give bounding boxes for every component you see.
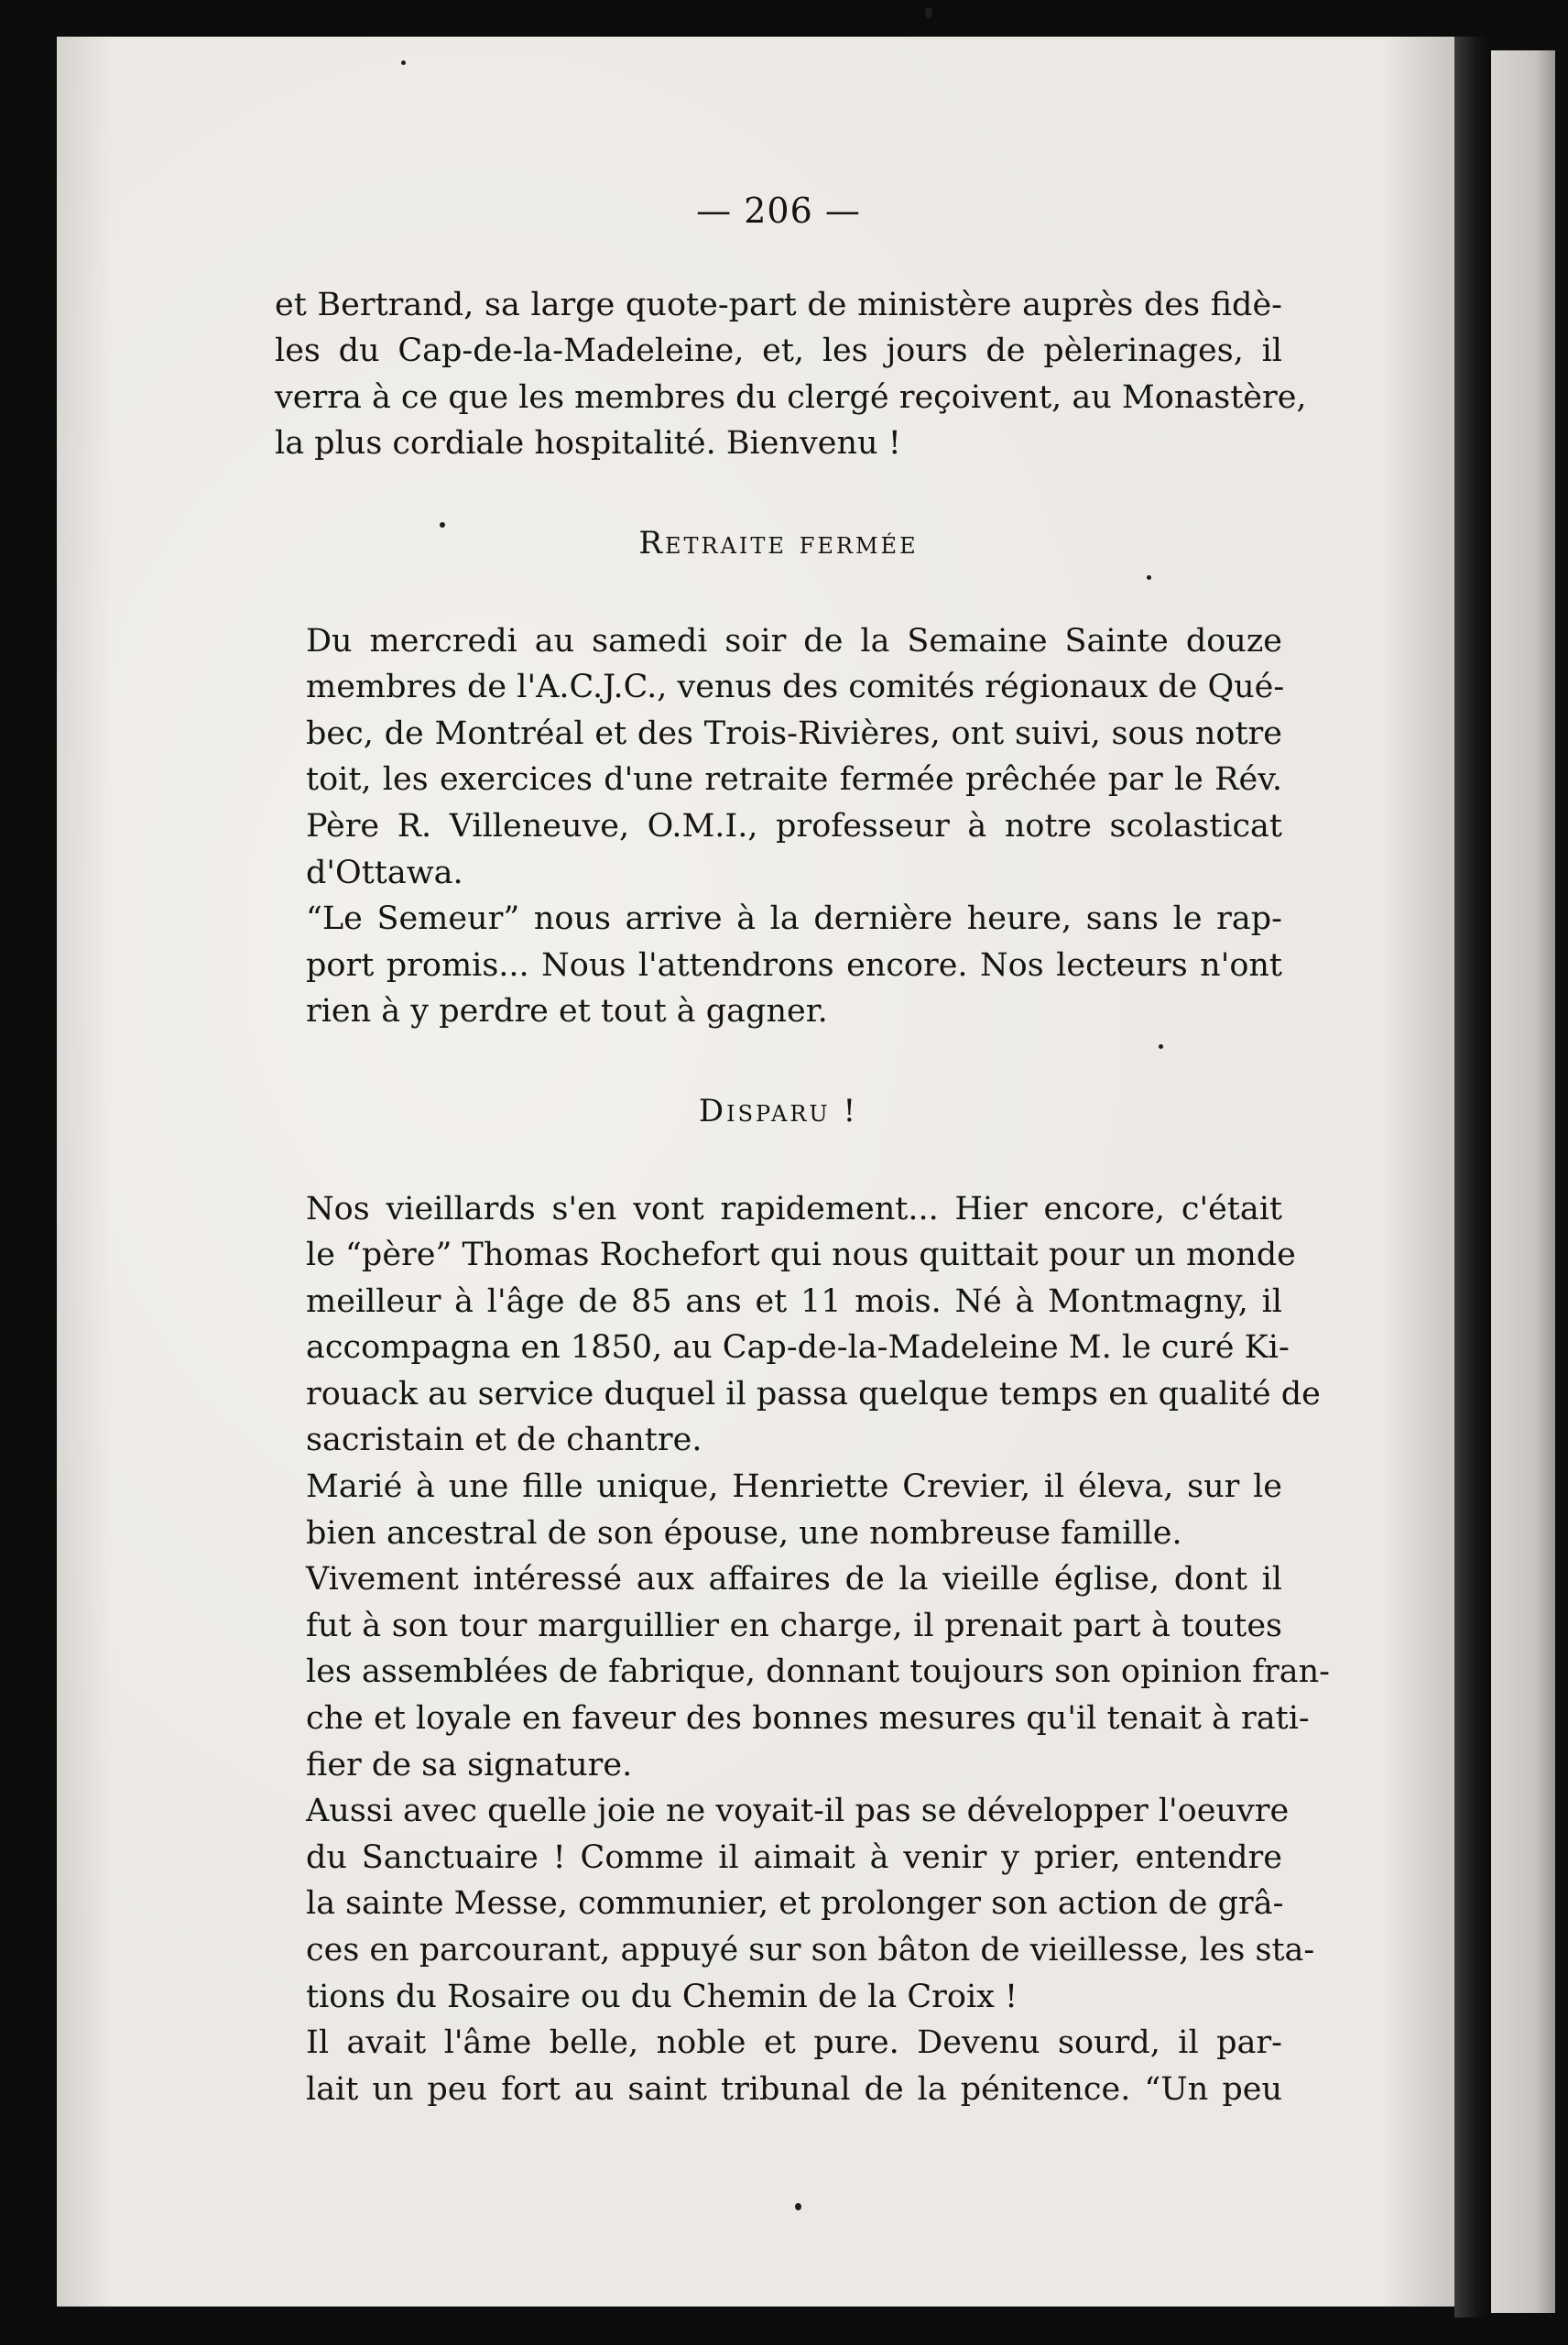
text-line: accompagna en 1850, au Cap-de-la-Madeleine M. le curé Ki- [306,1329,1290,1367]
paragraph-semeur [275,896,1282,1035]
text-line: la plus cordiale hospitalité. Bienvenu ! [275,425,901,463]
text-line: et Bertrand, sa large quote-part de ministère auprès des fidè- [275,286,1282,323]
text-line: “Le Semeur” nous arrive à la dernière heure, sans le rap- [306,900,1282,938]
text-line: Vivement intéressé aux affaires de la vieille église, dont il [306,1561,1282,1598]
paragraph-eglise [275,1556,1330,1788]
page-text [275,188,1330,2112]
text-line: fut à son tour marguillier en charge, il prenait part à toutes [306,1607,1282,1644]
scan-speck [401,60,406,65]
text-line: toit, les exercices d'une retraite fermée prêchée par le Rév. [306,761,1282,799]
paragraph-ame [275,2020,1282,2112]
text-line: port promis... Nous l'attendrons encore. Nos lecteurs n'ont [306,946,1282,984]
book-spine-shadow [1454,37,1491,2318]
text-line: Marié à une fille unique, Henriette Crevier, il éleva, sur le [306,1468,1282,1506]
section-heading-retraite: Retraite fermée [638,524,919,562]
scan-speck [795,2203,801,2210]
text-line: meilleur à l'âge de 85 ans et 11 mois. Né à Montmagny, il [306,1282,1282,1320]
paragraph-vieillards [275,1186,1321,1465]
text-line: Aussi avec quelle joie ne voyait-il pas se développer l'oeuvre [306,1793,1290,1830]
text-line: che et loyale en faveur des bonnes mesures qu'il tenait à rati- [306,1700,1310,1738]
text-line: d'Ottawa. [306,854,463,891]
text-line: membres de l'A.C.J.C., venus des comités régionaux de Qué- [306,669,1285,706]
text-line: sacristain et de chantre. [306,1422,702,1459]
paragraph-intro [275,282,1307,467]
text-line: le “père” Thomas Rochefort qui nous quittait pour un monde [306,1237,1296,1274]
text-line: rouack au service duquel il passa quelque temps en qualité de [306,1375,1321,1412]
text-line: Père R. Villeneuve, O.M.I., professeur à notre scolasticat [306,807,1282,845]
text-line: lait un peu fort au saint tribunal de la pénitence. “Un peu [306,2070,1282,2108]
text-line: bec, de Montréal et des Trois-Rivières, ont suivi, sous notre [306,714,1282,752]
next-page-edge [1491,50,1555,2313]
page-number: — 206 — [696,191,861,231]
text-line: du Sanctuaire ! Comme il aimait à venir y prier, entendre [306,1838,1282,1876]
text-line: les assemblées de fabrique, donnant toujours son opinion fran- [306,1653,1330,1691]
text-line: bien ancestral de son épouse, une nombreuse famille. [306,1514,1182,1552]
paragraph-marie [275,1464,1282,1556]
text-line: Du mercredi au samedi soir de la Semaine Sainte douze [306,622,1282,660]
text-line: verra à ce que les membres du clergé reçoivent, au Monastère, [275,378,1307,416]
section-heading-disparu: Disparu ! [698,1092,859,1129]
text-line: ces en parcourant, appuyé sur son bâton de vieillesse, les sta- [306,1932,1315,1969]
text-line: rien à y perdre et tout à gagner. [306,993,828,1031]
paragraph-retraite [275,618,1285,897]
text-line: fier de sa signature. [306,1746,633,1783]
text-line: la sainte Messe, communier, et prolonger son action de grâ- [306,1885,1284,1923]
scan-speck [925,7,932,18]
text-line: Il avait l'âme belle, noble et pure. Devenu sourd, il par- [306,2024,1282,2062]
text-line: Nos vieillards s'en vont rapidement... Hier encore, c'était [306,1190,1282,1227]
text-line: les du Cap-de-la-Madeleine, et, les jours de pèlerinages, il [275,333,1282,370]
text-line: tions du Rosaire ou du Chemin de la Croix ! [306,1978,1018,2015]
paragraph-sanctuaire [275,1788,1315,2020]
